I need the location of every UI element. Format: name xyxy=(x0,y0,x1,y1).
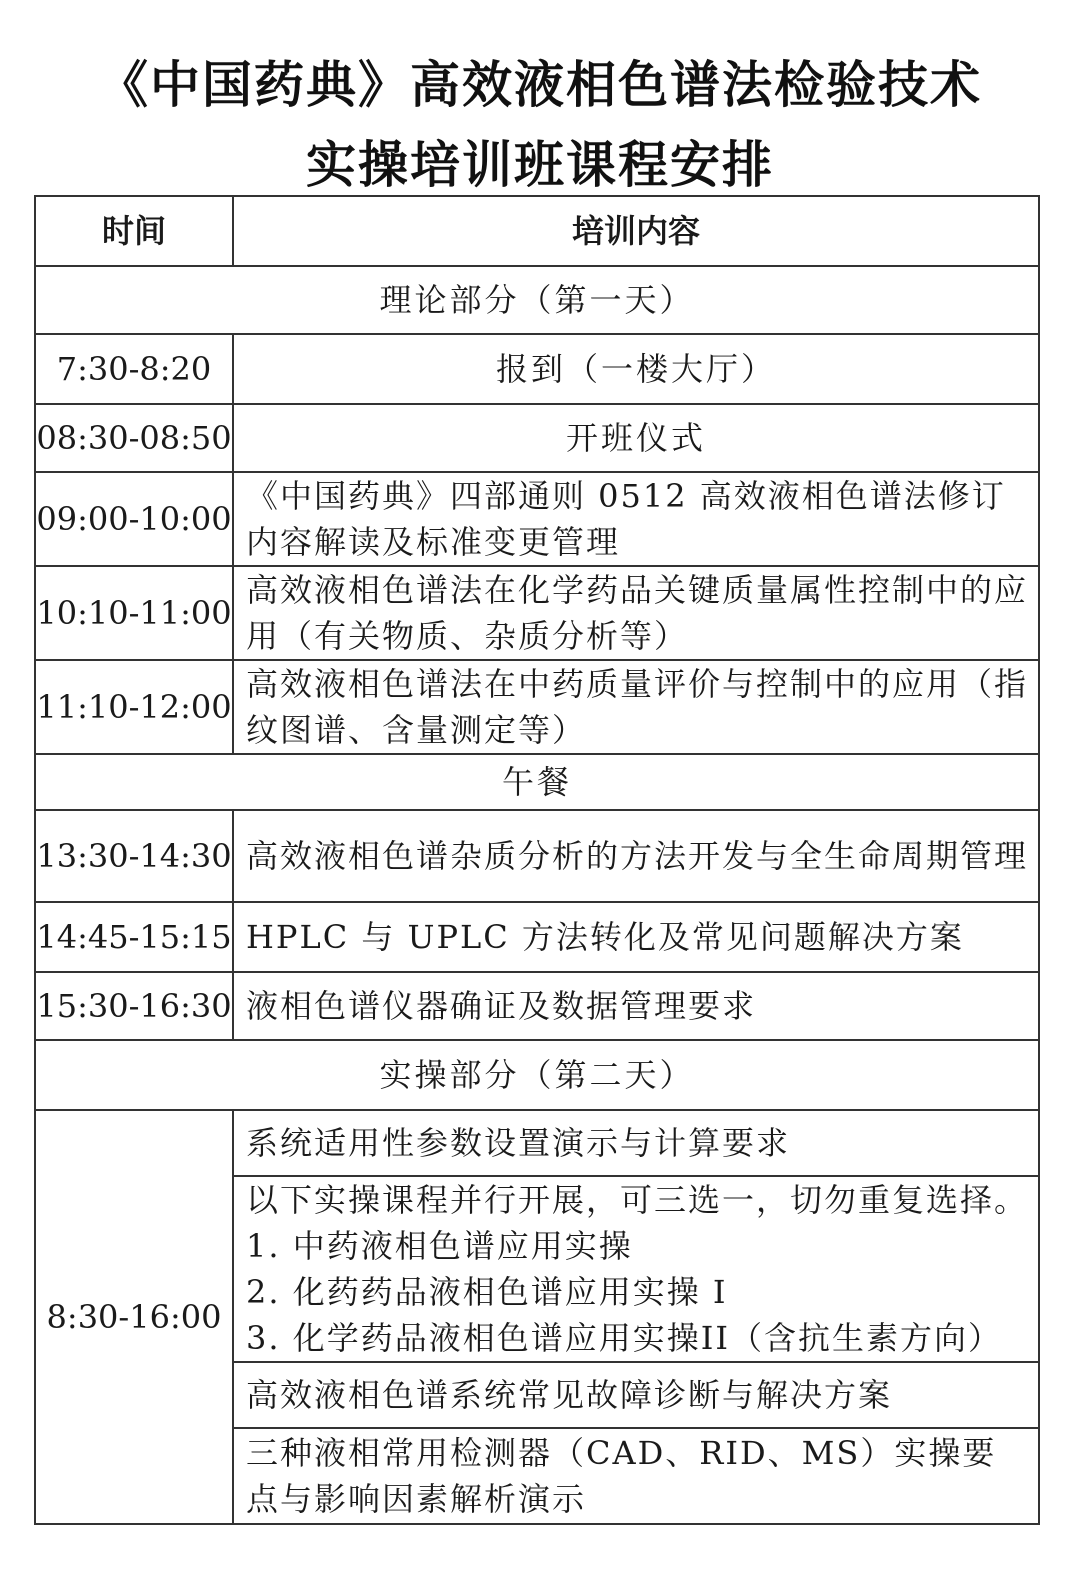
row-time: 8:30-16:00 xyxy=(35,1110,233,1524)
lunch-row xyxy=(35,754,1039,810)
row-time: 14:45-15:15 xyxy=(35,902,233,972)
row-content: 高效液相色谱法在中药质量评价与控制中的应用（指纹图谱、含量测定等） xyxy=(233,660,1039,754)
table-row xyxy=(35,472,1039,566)
row-time: 13:30-14:30 xyxy=(35,810,233,902)
row-content: 高效液相色谱杂质分析的方法开发与全生命周期管理 xyxy=(233,810,1039,902)
practical-item-1: 系统适用性参数设置演示与计算要求 xyxy=(233,1110,1039,1176)
practical-option: 2. 化药药品液相色谱应用实操 I xyxy=(246,1273,728,1311)
table-row xyxy=(35,566,1039,660)
row-content: 开班仪式 xyxy=(233,404,1039,472)
practical-option: 3. 化学药品液相色谱应用实操II（含抗生素方向） xyxy=(246,1319,1002,1357)
row-content: 高效液相色谱法在化学药品关键质量属性控制中的应用（有关物质、杂质分析等） xyxy=(233,566,1039,660)
header-content: 培训内容 xyxy=(233,196,1039,266)
table-row xyxy=(35,902,1039,972)
row-content: 报到（一楼大厅） xyxy=(233,334,1039,404)
table-row xyxy=(35,1110,1039,1176)
table-row xyxy=(35,334,1039,404)
header-time: 时间 xyxy=(35,196,233,266)
row-time: 09:00-10:00 xyxy=(35,472,233,566)
row-time: 08:30-08:50 xyxy=(35,404,233,472)
lunch-label: 午餐 xyxy=(35,754,1039,810)
document-title-line1: 《中国药典》高效液相色谱法检验技术 xyxy=(98,55,982,114)
practical-item-4: 三种液相常用检测器（CAD、RID、MS）实操要点与影响因素解析演示 xyxy=(233,1428,1039,1524)
practical-item-3: 高效液相色谱系统常见故障诊断与解决方案 xyxy=(233,1362,1039,1428)
row-content: 液相色谱仪器确证及数据管理要求 xyxy=(233,972,1039,1040)
table-row xyxy=(35,660,1039,754)
section-title-practical: 实操部分（第二天） xyxy=(35,1040,1039,1110)
row-time: 7:30-8:20 xyxy=(35,334,233,404)
row-content: HPLC 与 UPLC 方法转化及常见问题解决方案 xyxy=(233,902,1039,972)
practical-item-2 xyxy=(233,1176,1039,1362)
table-row xyxy=(35,404,1039,472)
table-header-row xyxy=(35,196,1039,266)
section-title-theory: 理论部分（第一天） xyxy=(35,266,1039,334)
section-row-practical xyxy=(35,1040,1039,1110)
table-row xyxy=(35,810,1039,902)
schedule-table xyxy=(34,195,1040,1525)
row-content: 《中国药典》四部通则 0512 高效液相色谱法修订内容解读及标准变更管理 xyxy=(233,472,1039,566)
practical-intro: 以下实操课程并行开展，可三选一，切勿重复选择。 xyxy=(246,1181,1029,1219)
row-time: 15:30-16:30 xyxy=(35,972,233,1040)
practical-option: 1. 中药液相色谱应用实操 xyxy=(246,1227,633,1265)
table-row xyxy=(35,972,1039,1040)
row-time: 10:10-11:00 xyxy=(35,566,233,660)
section-row-theory xyxy=(35,266,1039,334)
document-title-line2: 实操培训班课程安排 xyxy=(306,135,774,194)
row-time: 11:10-12:00 xyxy=(35,660,233,754)
